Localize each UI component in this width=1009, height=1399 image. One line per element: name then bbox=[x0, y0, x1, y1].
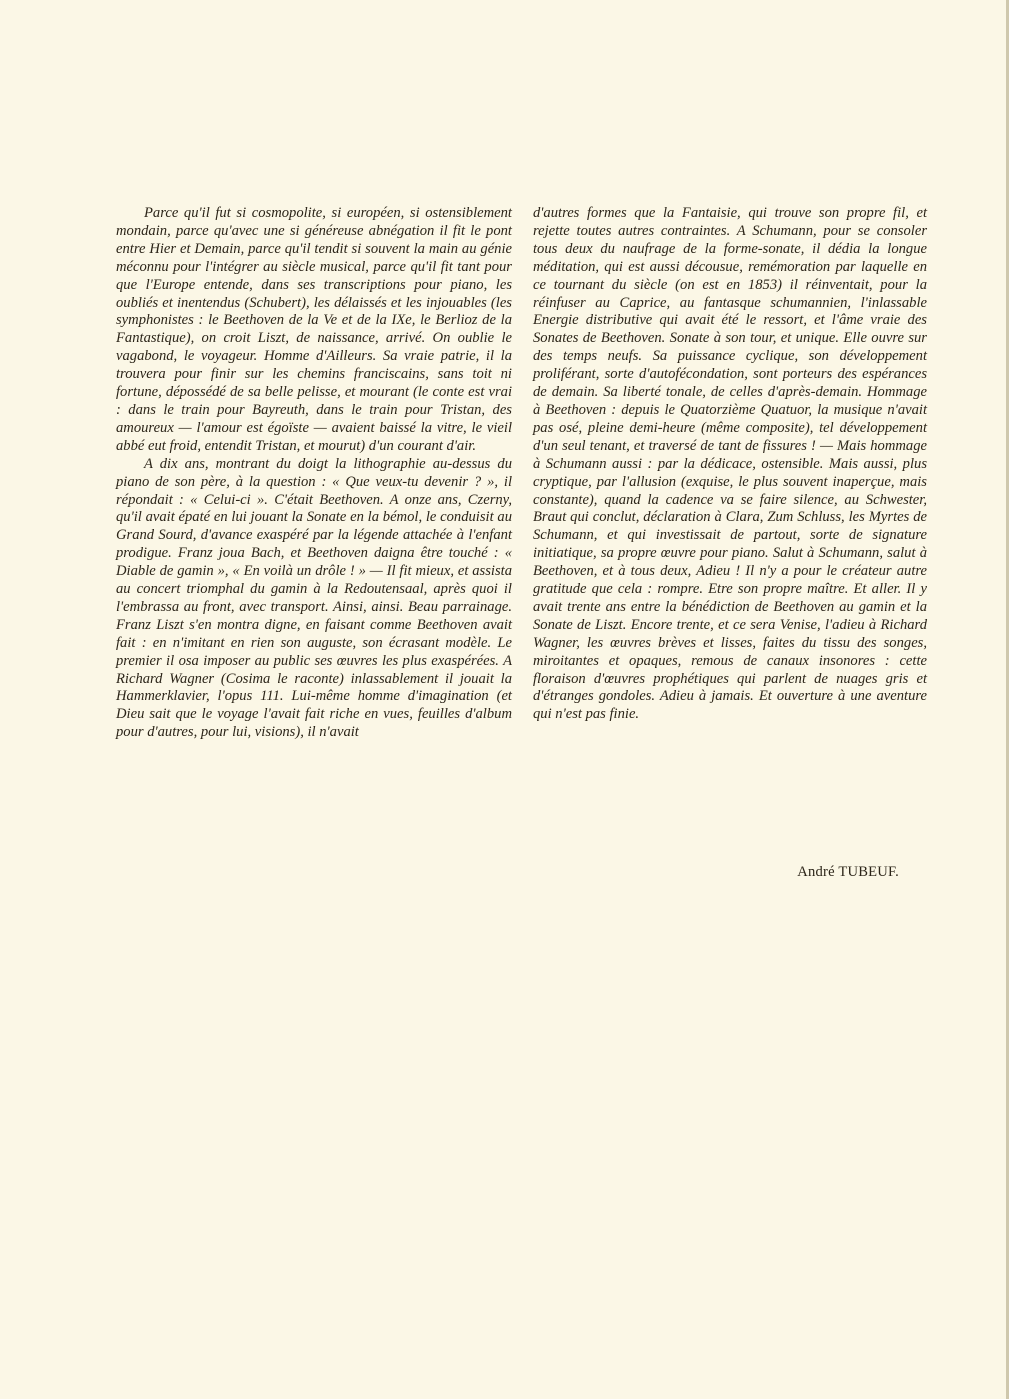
paragraph: Parce qu'il fut si cosmopolite, si européen, si ostensiblement mondain, parce qu'avec une si généreuse abnégation il fit le pont entre Hier et Demain, parce qu'il tendit si souvent la main au génie méconnu pour l'intégrer au siècle musical, parce qu'il fit tant pour que l'Europe entende, dans ses transcriptions pour piano, les oubliés et inentendus (Schubert), les délaissés et les injouables (les symphonistes : le Beethoven de la Ve et de la IXe, le Berlioz de la Fantastique), on croit Liszt, de naissance, arrivé. On oublie le vagabond, le voyageur. Homme d'Ailleurs. Sa vraie patrie, il la trouvera pour finir sur les chemins franciscains, sans toit ni fortune, dépossédé de sa belle pelisse, et mourant (le conte est vrai : dans le train pour Bayreuth, dans le train pour Tristan, des amoureux — l'amour est égoïste — avaient baissé la vitre, le vieil abbé eut froid, entendit Tristan, et mourut) d'un courant d'air. bbox=[116, 205, 512, 454]
author-signature: André TUBEUF. bbox=[797, 864, 899, 880]
left-column bbox=[116, 205, 512, 742]
paragraph: d'autres formes que la Fantaisie, qui trouve son propre fil, et rejette toutes autres contraintes. A Schumann, pour se consoler tous deux du naufrage de la forme-sonate, il dédia la longue méditation, qui est aussi décousue, remémoration par laquelle en ce tournant du siècle (on est en 1853) il réinventait, pour la réinfuser au Caprice, au fantasque schumannien, l'inlassable Energie distributive qui avait été le ressort, et l'âme vraie des Sonates de Beethoven. Sonate à son tour, et unique. Elle ouvre sur des temps neufs. Sa puissance cyclique, son développement proliférant, sorte d'autofécondation, sont porteurs des espérances de demain. Sa liberté tonale, de celles d'après-demain. Hommage à Beethoven : depuis le Quatorzième Quatuor, la musique n'avait pas osé, pleine demi-heure (même composite), tel développement d'un seul tenant, et traversé de tant de fissures ! — Mais hommage à Schumann aussi : par la dédicace, ostensible. Mais aussi, plus cryptique, par l'allusion (exquise, le plus souvent inaperçue, mais constante), quand la cadence va se faire silence, au Schwester, Braut qui conclut, déclaration à Clara, Zum Schluss, les Myrtes de Schumann, et qui investissait de partout, sorte de signature initiatique, sa propre œuvre pour piano. Salut à Schumann, salut à Beethoven, et à tous deux, Adieu ! Il n'y a pour le créateur autre gratitude que cela : rompre. Etre son propre maître. Et aller. Il y avait trente ans entre la bénédiction de Beethoven au gamin et la Sonate de Liszt. Encore trente, et ce sera Venise, l'adieu à Richard Wagner, les œuvres brèves et lisses, faites du tissu des songes, miroitantes et opaques, remous de canaux insonores : cette floraison d'œuvres prophétiques qui parlent de nuages gris et d'étranges gondoles. Adieu à jamais. Et ouverture à une aventure qui n'est pas finie. bbox=[533, 205, 927, 723]
right-column bbox=[533, 205, 927, 724]
paragraph: A dix ans, montrant du doigt la lithographie au-dessus du piano de son père, à la question : « Que veux-tu devenir ? », il répondait : « Celui-ci ». C'était Beethoven. A onze ans, Czerny, qu'il avait épaté en lui jouant la Sonate en la bémol, le conduisit au Grand Sourd, d'avance exaspéré par la légende attachée à l'enfant prodigue. Franz joua Bach, et Beethoven daigna être touché : « Diable de gamin », « En voilà un drôle ! » — Il fit mieux, et assista au concert triomphal du gamin à la Redoutensaal, après quoi il l'embrassa au front, avec transport. Ainsi, ainsi. Beau parrainage. Franz Liszt s'en montra digne, en faisant comme Beethoven avait fait : en n'imitant en rien son auguste, son écrasant modèle. Le premier il osa imposer au public ses œuvres les plus exaspérées. A Richard Wagner (Cosima le raconte) inlassablement il jouait la Hammerklavier, l'opus 111. Lui-même homme d'imagination (et Dieu sait que le voyage l'avait fait riche en vues, feuilles d'album pour d'autres, pour lui, visions), il n'avait bbox=[116, 455, 512, 741]
